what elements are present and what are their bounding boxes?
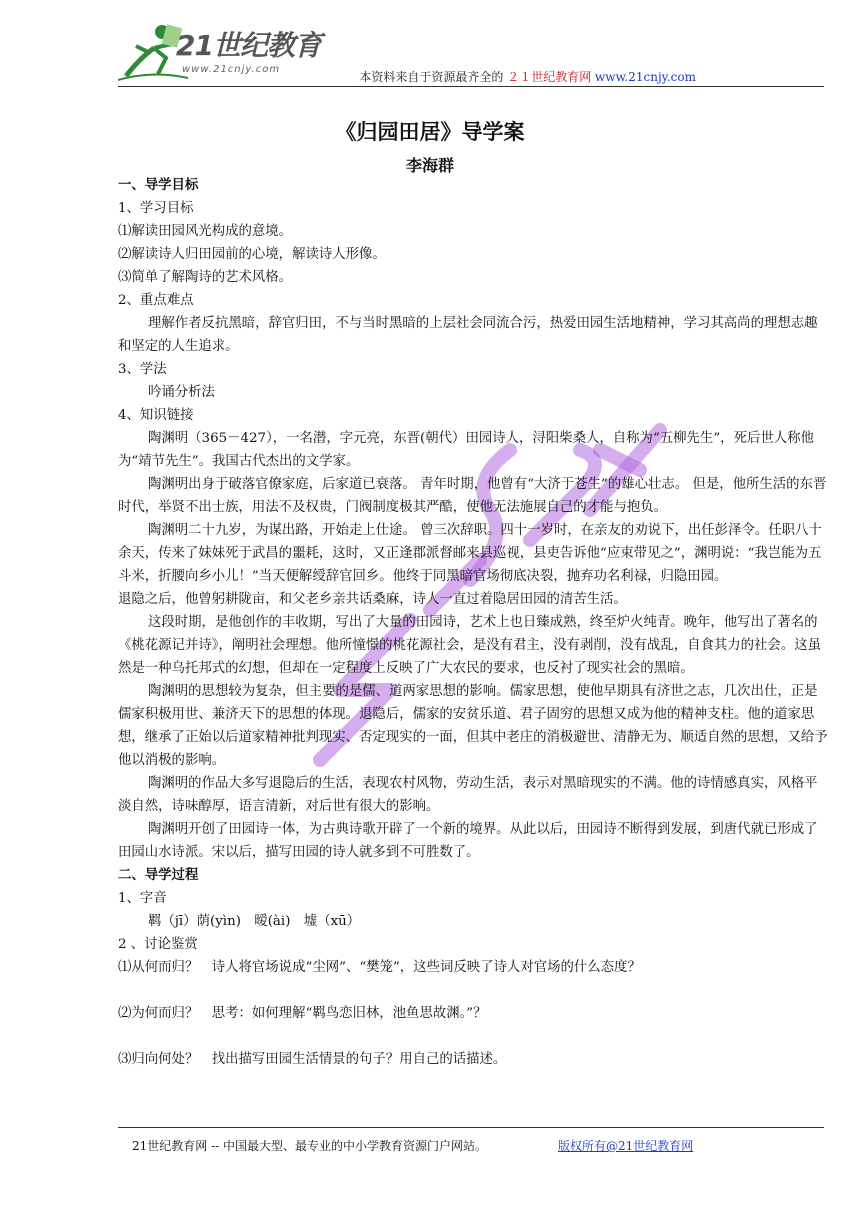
header-note-url[interactable]: www.21cnjy.com	[595, 70, 696, 84]
knowledge-paragraph: 陶渊明二十九岁，为谋出路，开始走上仕途。 曾三次辞职。四十一岁时，在亲友的劝说下，出任彭泽令。任职八十余天，传来了妹妹死于武昌的噩耗，这时，又正逢郡派督邮来县巡视，县吏告诉他“应束带见之”，渊明说：“我岂能为五斗米，折腰向乡小儿！”当天便解绶辞官回乡。他终于同黑暗官场彻底决裂，抛弃功名利禄，归隐田园。	[118, 523, 822, 584]
knowledge-paragraph: 退隐之后，他曾躬耕陇亩，和父老乡亲共话桑麻，诗人一直过着隐居田园的清苦生活。	[118, 592, 627, 607]
section-heading-process: 二、导学过程	[118, 868, 199, 883]
site-logo	[118, 18, 328, 84]
question-item: ⑶归向何处？ 找出描写田园生活情景的句子？用自己的话描述。	[118, 1052, 507, 1067]
footer-text: 21世纪教育网 -- 中国最大型、最专业的中小学教育资源门户网站。	[132, 1139, 488, 1153]
knowledge-paragraph: 陶渊明的思想较为复杂，但主要的是儒、道两家思想的影响。儒家思想，使他早期具有济世之志，几次出仕，正是儒家积极用世、兼济天下的思想的体现。退隐后，儒家的安贫乐道、君子固穷的思想又成为他的精神支柱。他的道家思想，继承了正始以后道家精神批判现实、否定现实的一面，但其中老庄的消极避世、清静无为、顺适自然的思想，又给予他以消极的影响。	[118, 684, 828, 768]
page-title: 《归园田居》导学案	[335, 120, 525, 144]
goal-item: ⑶简单了解陶诗的艺术风格。	[118, 270, 293, 285]
pronunciation-text: 羁（jī）荫(yìn) 暧(ài) 墟（xū）	[148, 914, 361, 929]
answer-space	[118, 1025, 830, 1048]
header-note-prefix: 本资料来自于资源最齐全的	[359, 70, 504, 84]
header-note-brand[interactable]: ２１世纪教育网	[507, 70, 592, 84]
key-points-text: 理解作者反抗黑暗，辞官归田，不与当时黑暗的上层社会同流合污，热爱田园生活地精神，学习其高尚的理想志趣和坚定的人生追求。	[118, 316, 818, 354]
logo-url: www.21cnjy.com	[182, 64, 281, 75]
goal-item: ⑵解读诗人归田园前的心境，解读诗人形像。	[118, 247, 386, 262]
subheading-method: 3、学法	[118, 362, 167, 377]
question-item: ⑵为何而归？ 思考：如何理解“羁鸟恋旧林，池鱼思故渊。”？	[118, 1006, 487, 1021]
knowledge-paragraph: 陶渊明出身于破落官僚家庭，后家道已衰落。 青年时期，他曾有“大济于苍生”的雄心壮志。 但是，他所生活的东晋时代，举贤不出士族，用法不及权贵，门阀制度极其严酷，使他无法施展自己的才能与抱负。	[118, 477, 827, 515]
subheading-discussion: 2 、讨论鉴赏	[118, 937, 198, 952]
knowledge-paragraph: 陶渊明（365－427），一名潜，字元亮，东晋(朝代）田园诗人，浔阳柴桑人，自称为“五柳先生”，死后世人称他为“靖节先生”。我国古代杰出的文学家。	[118, 431, 814, 469]
subheading-knowledge: 4、知识链接	[118, 408, 194, 423]
footer-copyright-link[interactable]: 版权所有@21世纪教育网	[558, 1139, 694, 1153]
header-divider	[118, 86, 824, 87]
footer-divider	[118, 1127, 824, 1128]
answer-space	[118, 979, 830, 1002]
question-item: ⑴从何而归？ 诗人将官场说成“尘网”、“樊笼”，这些词反映了诗人对官场的什么态度？	[118, 960, 641, 975]
knowledge-paragraph: 陶渊明开创了田园诗一体，为古典诗歌开辟了一个新的境界。从此以后，田园诗不断得到发展，到唐代就已形成了田园山水诗派。宋以后，描写田园的诗人就多到不可胜数了。	[118, 822, 818, 860]
subheading-key-points: 2、重点难点	[118, 293, 194, 308]
document-body	[118, 174, 830, 1071]
header-note	[359, 68, 696, 85]
subheading-learning-goals: 1、学习目标	[118, 201, 194, 216]
page-header	[118, 18, 824, 88]
method-text: 吟诵分析法	[148, 385, 215, 400]
section-heading-goals: 一、导学目标	[118, 178, 199, 193]
subheading-pronunciation: 1、字音	[118, 891, 167, 906]
logo-text: 21世纪教育	[176, 29, 321, 62]
knowledge-paragraph: 陶渊明的作品大多写退隐后的生活，表现农村风物，劳动生活，表示对黑暗现实的不满。他的诗情感真实，风格平淡自然，诗味醇厚，语言清新，对后世有很大的影响。	[118, 776, 818, 814]
knowledge-paragraph: 这段时期，是他创作的丰收期，写出了大量的田园诗，艺术上也日臻成熟，终至炉火纯青。晚年，他写出了著名的《桃花源记并诗》，阐明社会理想。他所憧憬的桃花源社会，是没有君主，没有剥削，没有战乱，自食其力的社会。这虽然是一种乌托邦式的幻想，但却在一定程度上反映了广大农民的要求，也反衬了现实社会的黑暗。	[118, 615, 821, 676]
author-name: 李海群	[405, 156, 454, 175]
goal-item: ⑴解读田园风光构成的意境。	[118, 224, 293, 239]
